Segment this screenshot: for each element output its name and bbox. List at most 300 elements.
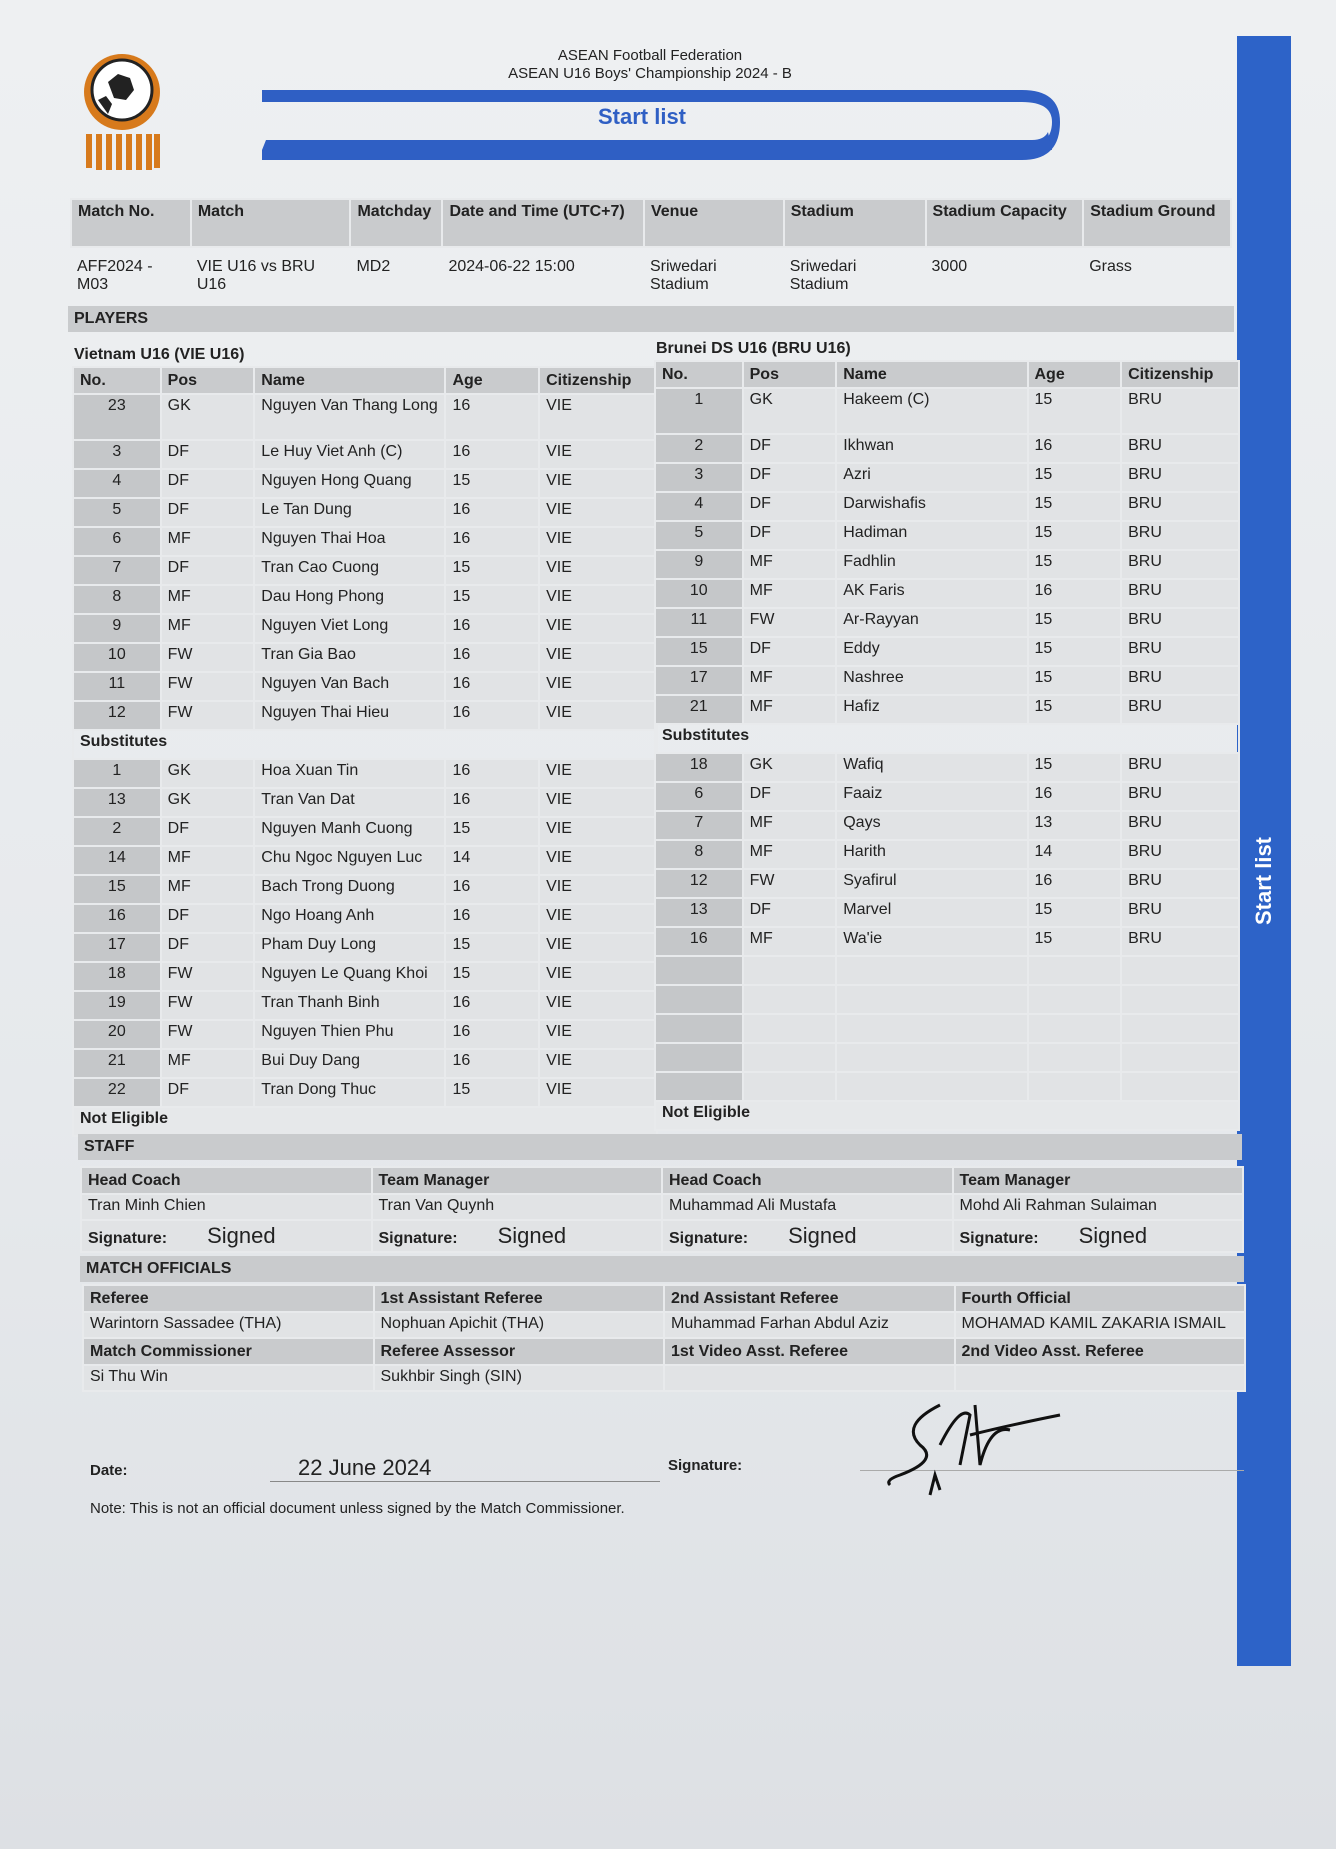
player-name: Nguyen Manh Cuong xyxy=(254,817,445,846)
player-age xyxy=(1028,1014,1122,1043)
player-number: 13 xyxy=(73,788,161,817)
player-col-header: Pos xyxy=(161,367,255,394)
officials-name: Nophuan Apichit (THA) xyxy=(374,1312,665,1338)
home-team-name: Vietnam U16 (VIE U16) xyxy=(74,346,245,363)
player-name: Hoa Xuan Tin xyxy=(254,759,445,788)
player-citizenship: BRU xyxy=(1121,898,1239,927)
player-row xyxy=(655,637,1239,666)
signature-cell xyxy=(81,1220,372,1252)
player-age: 16 xyxy=(445,394,539,440)
player-position: DF xyxy=(161,817,255,846)
player-number: 19 xyxy=(73,991,161,1020)
player-row xyxy=(655,1072,1239,1101)
match-value: Sriwedari Stadium xyxy=(789,258,857,293)
player-position xyxy=(743,985,837,1014)
player-name: Ar-Rayyan xyxy=(836,608,1027,637)
player-age xyxy=(1028,1043,1122,1072)
player-col-header: Age xyxy=(445,367,539,394)
player-name: Le Huy Viet Anh (C) xyxy=(254,440,445,469)
player-position: MF xyxy=(743,840,837,869)
player-age: 16 xyxy=(445,991,539,1020)
substitutes-row xyxy=(655,724,1239,753)
player-name: Nguyen Thien Phu xyxy=(254,1020,445,1049)
officials-role-row xyxy=(83,1285,1245,1312)
player-row xyxy=(73,469,657,498)
player-citizenship: BRU xyxy=(1121,811,1239,840)
player-citizenship: VIE xyxy=(539,875,657,904)
player-age: 15 xyxy=(445,556,539,585)
player-citizenship xyxy=(1121,985,1239,1014)
officials-grid xyxy=(82,1284,1246,1392)
player-name: Nguyen Viet Long xyxy=(254,614,445,643)
player-citizenship: BRU xyxy=(1121,388,1239,434)
player-citizenship: VIE xyxy=(539,585,657,614)
officials-role: Referee xyxy=(83,1285,374,1312)
player-name: Tran Gia Bao xyxy=(254,643,445,672)
player-citizenship: VIE xyxy=(539,1049,657,1078)
staff-name: Tran Van Quynh xyxy=(372,1194,663,1220)
player-number: 3 xyxy=(73,440,161,469)
staff-role: Team Manager xyxy=(372,1167,663,1194)
not-eligible-label: Not Eligible xyxy=(655,1101,1239,1130)
player-row xyxy=(73,614,657,643)
player-position: GK xyxy=(743,388,837,434)
player-row xyxy=(655,782,1239,811)
player-citizenship: BRU xyxy=(1121,927,1239,956)
player-age: 16 xyxy=(445,440,539,469)
player-age: 14 xyxy=(445,846,539,875)
officials-role: 2nd Assistant Referee xyxy=(664,1285,955,1312)
player-position: MF xyxy=(161,585,255,614)
player-citizenship: VIE xyxy=(539,962,657,991)
away-table xyxy=(654,360,1240,1131)
player-age: 15 xyxy=(445,585,539,614)
players-section-header: PLAYERS xyxy=(68,306,1234,332)
player-row xyxy=(655,1043,1239,1072)
player-number: 4 xyxy=(73,469,161,498)
player-age: 16 xyxy=(445,643,539,672)
player-number: 17 xyxy=(73,933,161,962)
player-name: Tran Cao Cuong xyxy=(254,556,445,585)
player-number: 21 xyxy=(655,695,743,724)
player-number: 3 xyxy=(655,463,743,492)
player-header-row xyxy=(655,361,1239,388)
player-col-header: Name xyxy=(836,361,1027,388)
player-age: 15 xyxy=(445,933,539,962)
player-name: Fadhlin xyxy=(836,550,1027,579)
player-citizenship: BRU xyxy=(1121,782,1239,811)
player-age: 16 xyxy=(445,875,539,904)
player-name: Azri xyxy=(836,463,1027,492)
player-name xyxy=(836,985,1027,1014)
player-citizenship: VIE xyxy=(539,614,657,643)
player-row xyxy=(655,388,1239,434)
officials-name: Warintorn Sassadee (THA) xyxy=(83,1312,374,1338)
player-name: Le Tan Dung xyxy=(254,498,445,527)
player-row xyxy=(73,1049,657,1078)
player-citizenship: BRU xyxy=(1121,434,1239,463)
player-position: FW xyxy=(743,608,837,637)
player-position: DF xyxy=(743,637,837,666)
date-label: Date: xyxy=(90,1462,128,1479)
not-eligible-row xyxy=(73,1107,657,1136)
player-number: 15 xyxy=(73,875,161,904)
player-name: Hakeem (C) xyxy=(836,388,1027,434)
staff-name-row xyxy=(81,1194,1243,1220)
player-position: MF xyxy=(161,846,255,875)
player-col-header: No. xyxy=(73,367,161,394)
player-age xyxy=(1028,985,1122,1014)
player-position: GK xyxy=(161,788,255,817)
officials-name: Muhammad Farhan Abdul Aziz xyxy=(664,1312,955,1338)
player-citizenship: VIE xyxy=(539,394,657,440)
player-row xyxy=(655,985,1239,1014)
player-age: 16 xyxy=(445,759,539,788)
player-position: DF xyxy=(161,440,255,469)
player-position: FW xyxy=(161,672,255,701)
player-row xyxy=(655,927,1239,956)
player-age: 15 xyxy=(1028,695,1122,724)
officials-role: 2nd Video Asst. Referee xyxy=(955,1338,1246,1365)
staff-role: Head Coach xyxy=(81,1167,372,1194)
player-citizenship: VIE xyxy=(539,701,657,730)
player-age: 16 xyxy=(445,527,539,556)
player-number: 13 xyxy=(655,898,743,927)
player-age: 15 xyxy=(445,962,539,991)
player-position: MF xyxy=(743,927,837,956)
officials-role: Match Commissioner xyxy=(83,1338,374,1365)
player-row xyxy=(655,956,1239,985)
side-banner xyxy=(1237,36,1291,1666)
player-name: Eddy xyxy=(836,637,1027,666)
player-citizenship: BRU xyxy=(1121,463,1239,492)
player-position: GK xyxy=(161,759,255,788)
player-position xyxy=(743,1072,837,1101)
staff-role: Team Manager xyxy=(953,1167,1244,1194)
player-citizenship: VIE xyxy=(539,469,657,498)
player-name: Dau Hong Phong xyxy=(254,585,445,614)
player-position: GK xyxy=(161,394,255,440)
match-col-header: Match xyxy=(191,199,351,247)
player-citizenship: BRU xyxy=(1121,695,1239,724)
player-name: Hadiman xyxy=(836,521,1027,550)
player-row xyxy=(655,840,1239,869)
match-value: MD2 xyxy=(356,258,391,275)
player-number: 23 xyxy=(73,394,161,440)
staff-name: Tran Minh Chien xyxy=(81,1194,372,1220)
player-number: 15 xyxy=(655,637,743,666)
player-row xyxy=(73,991,657,1020)
player-name: Tran Van Dat xyxy=(254,788,445,817)
player-citizenship: VIE xyxy=(539,440,657,469)
player-number: 18 xyxy=(655,753,743,782)
player-position: FW xyxy=(161,701,255,730)
player-name: Bui Duy Dang xyxy=(254,1049,445,1078)
player-citizenship: BRU xyxy=(1121,492,1239,521)
player-position: MF xyxy=(743,811,837,840)
player-citizenship: VIE xyxy=(539,498,657,527)
player-age: 15 xyxy=(1028,550,1122,579)
match-value: VIE U16 vs BRU U16 xyxy=(196,258,316,293)
player-citizenship: VIE xyxy=(539,788,657,817)
player-number: 9 xyxy=(73,614,161,643)
staff-section-header: STAFF xyxy=(78,1134,1242,1160)
signature-label: Signature: xyxy=(88,1230,168,1247)
player-age: 15 xyxy=(445,817,539,846)
player-position: MF xyxy=(161,1049,255,1078)
player-name: Ikhwan xyxy=(836,434,1027,463)
player-name: Tran Dong Thuc xyxy=(254,1078,445,1107)
player-citizenship: VIE xyxy=(539,904,657,933)
player-age: 14 xyxy=(1028,840,1122,869)
player-position: DF xyxy=(161,498,255,527)
player-row xyxy=(73,1078,657,1107)
player-age: 16 xyxy=(445,788,539,817)
player-age: 16 xyxy=(445,672,539,701)
match-table xyxy=(70,198,1232,307)
player-age: 15 xyxy=(1028,608,1122,637)
not-eligible-row xyxy=(655,1101,1239,1130)
player-number: 11 xyxy=(73,672,161,701)
player-position: DF xyxy=(743,463,837,492)
player-position: DF xyxy=(161,904,255,933)
player-row xyxy=(655,521,1239,550)
player-row xyxy=(655,869,1239,898)
signature-label: Signature: xyxy=(668,1457,743,1474)
signature-label: Signature: xyxy=(378,1230,458,1247)
player-position: DF xyxy=(161,556,255,585)
player-number: 11 xyxy=(655,608,743,637)
document-header xyxy=(420,47,880,83)
not-eligible-label: Not Eligible xyxy=(73,1107,657,1136)
player-citizenship: BRU xyxy=(1121,637,1239,666)
player-row xyxy=(73,498,657,527)
staff-role-row xyxy=(81,1167,1243,1194)
player-name: Harith xyxy=(836,840,1027,869)
player-number: 1 xyxy=(655,388,743,434)
player-position: FW xyxy=(743,869,837,898)
player-age: 15 xyxy=(1028,666,1122,695)
player-name: Wafiq xyxy=(836,753,1027,782)
player-number xyxy=(655,985,743,1014)
player-age: 16 xyxy=(1028,579,1122,608)
player-row xyxy=(73,701,657,730)
match-value: 2024-06-22 15:00 xyxy=(448,258,575,275)
officials-name-row xyxy=(83,1312,1245,1338)
match-col-header: Stadium Capacity xyxy=(926,199,1084,247)
player-row xyxy=(73,394,657,440)
player-row xyxy=(73,672,657,701)
player-row xyxy=(655,550,1239,579)
player-row xyxy=(73,904,657,933)
player-age: 15 xyxy=(1028,637,1122,666)
player-age: 15 xyxy=(1028,463,1122,492)
staff-signature-row xyxy=(81,1220,1243,1252)
signature-status: Signed xyxy=(207,1223,276,1248)
player-number: 6 xyxy=(655,782,743,811)
player-number: 8 xyxy=(655,840,743,869)
player-position: DF xyxy=(743,898,837,927)
player-name: Hafiz xyxy=(836,695,1027,724)
player-age: 15 xyxy=(1028,753,1122,782)
player-name xyxy=(836,1014,1027,1043)
player-col-header: Citizenship xyxy=(539,367,657,394)
player-name: Ngo Hoang Anh xyxy=(254,904,445,933)
staff-grid xyxy=(80,1166,1244,1253)
date-value: 22 June 2024 xyxy=(270,1455,660,1482)
player-row xyxy=(655,579,1239,608)
player-number: 5 xyxy=(655,521,743,550)
player-header-row xyxy=(73,367,657,394)
player-position: GK xyxy=(743,753,837,782)
player-row xyxy=(655,753,1239,782)
player-name: Nguyen Thai Hoa xyxy=(254,527,445,556)
player-position: FW xyxy=(161,643,255,672)
player-age: 15 xyxy=(445,469,539,498)
player-number xyxy=(655,1014,743,1043)
player-position: FW xyxy=(161,962,255,991)
home-table xyxy=(72,366,658,1137)
match-value: AFF2024 - M03 xyxy=(77,258,153,293)
player-age: 15 xyxy=(1028,388,1122,434)
player-number: 9 xyxy=(655,550,743,579)
player-col-header: No. xyxy=(655,361,743,388)
player-row xyxy=(73,585,657,614)
player-citizenship: BRU xyxy=(1121,550,1239,579)
match-col-header: Matchday xyxy=(350,199,442,247)
player-age: 16 xyxy=(1028,434,1122,463)
player-col-header: Name xyxy=(254,367,445,394)
commissioner-signature xyxy=(880,1385,1100,1505)
signature-cell xyxy=(662,1220,953,1252)
signature-status: Signed xyxy=(497,1223,567,1248)
player-number xyxy=(655,1043,743,1072)
player-name: Qays xyxy=(836,811,1027,840)
player-row xyxy=(73,962,657,991)
signature-status: Signed xyxy=(1078,1223,1148,1248)
match-value: Sriwedari Stadium xyxy=(649,258,717,293)
player-citizenship: BRU xyxy=(1121,666,1239,695)
player-citizenship: VIE xyxy=(539,1078,657,1107)
player-age: 15 xyxy=(1028,898,1122,927)
player-citizenship: VIE xyxy=(539,846,657,875)
player-position: FW xyxy=(161,1020,255,1049)
officials-role-row xyxy=(83,1338,1245,1365)
org-name: ASEAN Football Federation xyxy=(557,47,743,64)
player-row xyxy=(655,492,1239,521)
player-row xyxy=(73,440,657,469)
player-age xyxy=(1028,1072,1122,1101)
signature-label: Signature: xyxy=(959,1230,1039,1247)
player-col-header: Citizenship xyxy=(1121,361,1239,388)
signature-cell xyxy=(372,1220,663,1252)
player-citizenship: VIE xyxy=(539,817,657,846)
player-citizenship: VIE xyxy=(539,672,657,701)
player-col-header: Age xyxy=(1028,361,1122,388)
officials-name: MOHAMAD KAMIL ZAKARIA ISMAIL xyxy=(955,1312,1246,1338)
player-age: 15 xyxy=(445,1078,539,1107)
player-number: 6 xyxy=(73,527,161,556)
player-age: 16 xyxy=(445,904,539,933)
away-team-name: Brunei DS U16 (BRU U16) xyxy=(656,340,851,357)
player-position: DF xyxy=(743,782,837,811)
officials-name: Si Thu Win xyxy=(83,1365,374,1391)
player-position: DF xyxy=(743,434,837,463)
signature-status: Signed xyxy=(788,1223,857,1248)
player-number xyxy=(655,1072,743,1101)
match-col-header: Match No. xyxy=(71,199,191,247)
player-citizenship: BRU xyxy=(1121,840,1239,869)
player-position: MF xyxy=(161,614,255,643)
footer-note: Note: This is not an official document unless signed by the Match Commissioner. xyxy=(90,1500,625,1517)
player-col-header: Pos xyxy=(743,361,837,388)
player-citizenship: VIE xyxy=(539,933,657,962)
player-citizenship: VIE xyxy=(539,643,657,672)
player-position: DF xyxy=(161,1078,255,1107)
player-row xyxy=(655,608,1239,637)
player-name xyxy=(836,1043,1027,1072)
player-row xyxy=(655,666,1239,695)
player-position: MF xyxy=(743,666,837,695)
player-number: 18 xyxy=(73,962,161,991)
player-row xyxy=(655,1014,1239,1043)
player-name: Faaiz xyxy=(836,782,1027,811)
player-position: DF xyxy=(743,492,837,521)
player-number: 10 xyxy=(73,643,161,672)
player-age: 13 xyxy=(1028,811,1122,840)
officials-section-header: MATCH OFFICIALS xyxy=(80,1256,1244,1282)
player-row xyxy=(73,556,657,585)
substitutes-row xyxy=(73,730,657,759)
match-value: 3000 xyxy=(931,258,968,275)
player-number: 12 xyxy=(655,869,743,898)
player-number: 21 xyxy=(73,1049,161,1078)
player-name xyxy=(836,956,1027,985)
player-number: 20 xyxy=(73,1020,161,1049)
player-age: 16 xyxy=(445,1049,539,1078)
player-age: 15 xyxy=(1028,927,1122,956)
player-name xyxy=(836,1072,1027,1101)
player-row xyxy=(73,1020,657,1049)
player-citizenship: VIE xyxy=(539,991,657,1020)
player-position: MF xyxy=(743,695,837,724)
player-row xyxy=(655,811,1239,840)
player-citizenship: VIE xyxy=(539,1020,657,1049)
player-number: 8 xyxy=(73,585,161,614)
player-row xyxy=(73,846,657,875)
player-number: 4 xyxy=(655,492,743,521)
player-position: DF xyxy=(743,521,837,550)
officials-name: Sukhbir Singh (SIN) xyxy=(374,1365,665,1391)
player-age xyxy=(1028,956,1122,985)
player-row xyxy=(655,434,1239,463)
player-row xyxy=(655,898,1239,927)
match-value: Grass xyxy=(1089,258,1132,275)
player-citizenship xyxy=(1121,956,1239,985)
officials-role: 1st Video Asst. Referee xyxy=(664,1338,955,1365)
player-name: Wa'ie xyxy=(836,927,1027,956)
match-col-header: Stadium Ground xyxy=(1083,199,1231,247)
substitutes-label: Substitutes xyxy=(73,730,657,759)
player-number xyxy=(655,956,743,985)
player-age: 16 xyxy=(445,614,539,643)
signature-label: Signature: xyxy=(669,1230,749,1247)
player-name: Tran Thanh Binh xyxy=(254,991,445,1020)
competition-name: ASEAN U16 Boys' Championship 2024 - B xyxy=(508,65,792,82)
player-citizenship xyxy=(1121,1014,1239,1043)
player-position xyxy=(743,1043,837,1072)
player-citizenship: BRU xyxy=(1121,608,1239,637)
